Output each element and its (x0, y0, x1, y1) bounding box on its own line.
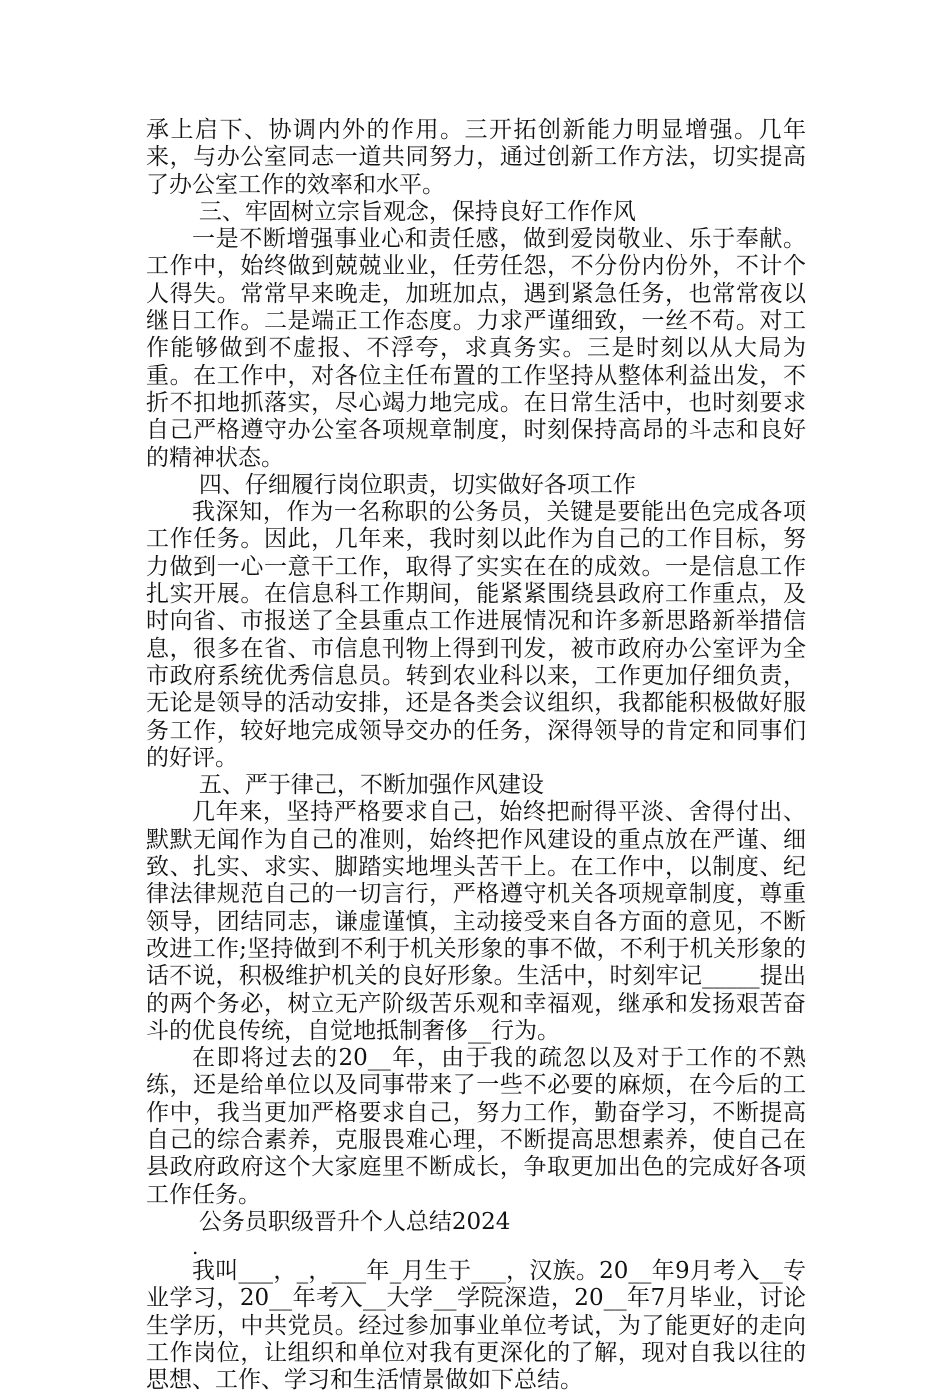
paragraph-4: 几年来，坚持严格要求自己，始终把耐得平淡、舍得付出、默默无闻作为自己的准则，始终把作风建设的重点放在严谨、细致、扎实、求实、脚踏实地埋头苦干上。在工作中，以制度、纪律法律规范自己的一切言行，严格遵守机关各项规章制度，尊重领导，团结同志，谦虚谨慎，主动接受来自各方面的意见，不断改进工作;坚持做到不利于机关形象的事不做，不利于机关形象的话不说，积极维护机关的良好形象。生活中，时刻牢记_____提出的两个务必，树立无产阶级苦乐观和幸福观，继承和发扬艰苦奋斗的优良传统，自觉地抵制奢侈__行为。 (146, 799, 806, 1044)
paragraph-5: 在即将过去的20__年，由于我的疏忽以及对于工作的不熟练，还是给单位以及同事带来了一些不必要的麻烦，在今后的工作中，我当更加严格要求自己，努力工作，勤奋学习，不断提高自己的综合素养，克服畏难心理，不断提高思想素养，使自己在县政府政府这个大家庭里不断成长，争取更加出色的完成好各项工作任务。 (146, 1045, 806, 1208)
paragraph-3: 我深知，作为一名称职的公务员，关键是要能出色完成各项工作任务。因此，几年来，我时刻以此作为自己的工作目标，努力做到一心一意干工作，取得了实实在在的成效。一是信息工作扎实开展。在信息科工作期间，能紧紧围绕县政府工作重点，及时向省、市报送了全县重点工作进展情况和许多新思路新举措信息，很多在省、市信息刊物上得到刊发，被市政府办公室评为全市政府系统优秀信息员。转到农业科以来，工作更加仔细负责，无论是领导的活动安排，还是各类会议组织，我都能积极做好服务工作，较好地完成领导交办的任务，深得领导的肯定和同事们的好评。 (146, 499, 806, 771)
section-heading-3: 三、牢固树立宗旨观念，保持良好工作作风 (198, 198, 636, 225)
paragraph-2: 一是不断增强事业心和责任感，做到爱岗敬业、乐于奉献。工作中，始终做到兢兢业业，任劳任怨，不分份内份外，不计个人得失。常常早来晚走，加班加点，遇到紧急任务，也常常夜以继日工作。二是端正工作态度。力求严谨细致，一丝不苟。对工作能够做到不虚报、不浮夸，求真务实。三是时刻以从大局为重。在工作中，对各位主任布置的工作坚持从整体利益出发，不折不扣地抓落实，尽心竭力地完成。在日常生活中，也时刻要求自己严格遵守办公室各项规章制度，时刻保持高昂的斗志和良好的精神状态。 (146, 226, 806, 471)
document-title: 公务员职级晋升个人总结2024 (198, 1208, 511, 1235)
section-heading-5: 五、严于律己，不断加强作风建设 (198, 772, 544, 799)
paragraph-6: 我叫___，_，___年_月生于___，汉族。20__年9月考入__专业学习，20__年考入__大学__学院深造，20__年7月毕业，讨论生学历，中共党员。经过参加事业单位考试，为了能更好的走向工作岗位，让组织和单位对我有更深化的了解，现对自我以往的思想、工作、学习和生活情景做如下总结。 (146, 1258, 806, 1394)
section-heading-4: 四、仔细履行岗位职责，切实做好各项工作 (198, 471, 636, 498)
document-page (146, 117, 806, 1395)
paragraph-1: 承上启下、协调内外的作用。三开拓创新能力明显增强。几年来，与办公室同志一道共同努力，通过创新工作方法，切实提高了办公室工作的效率和水平。 (146, 117, 806, 198)
stray-dot: . (192, 1235, 199, 1260)
